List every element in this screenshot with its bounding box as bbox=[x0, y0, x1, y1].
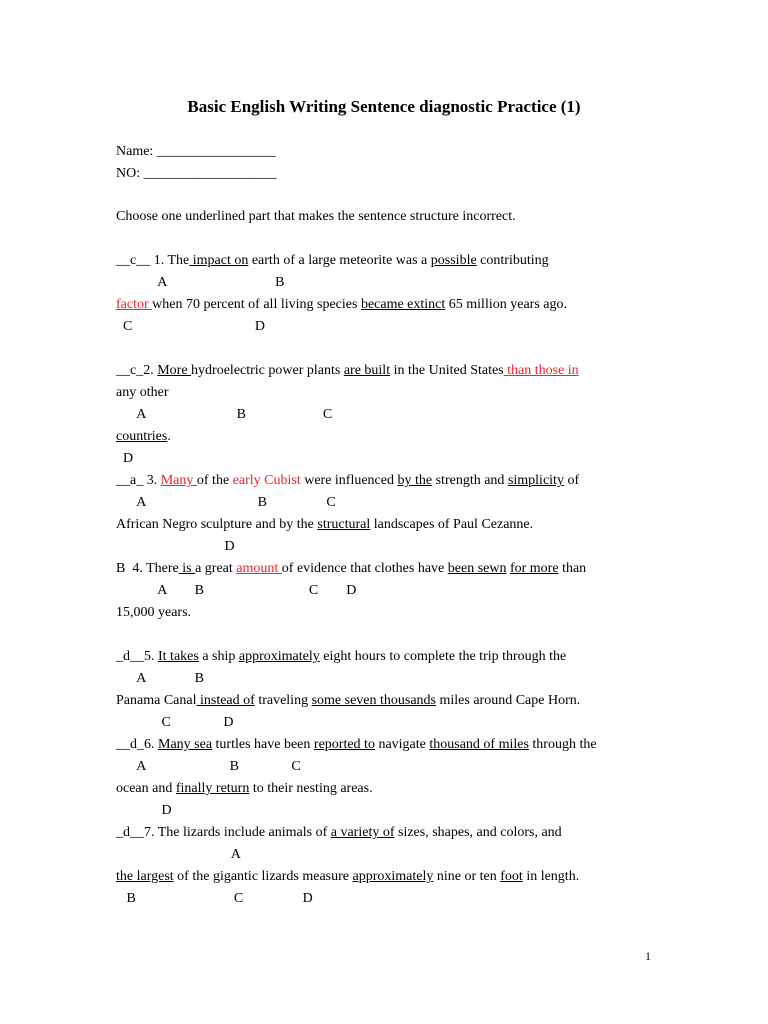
name-blank: _________________ bbox=[156, 144, 276, 159]
underlined-option-text: by the bbox=[397, 473, 433, 488]
underlined-option-text: finally return bbox=[175, 781, 250, 796]
question-line bbox=[116, 758, 301, 776]
question-line bbox=[116, 516, 533, 534]
sentence-text: any other bbox=[116, 385, 169, 400]
sentence-text: . bbox=[167, 429, 171, 444]
question-line bbox=[116, 472, 579, 490]
question-line bbox=[116, 362, 579, 380]
underlined-option-text: simplicity bbox=[507, 473, 564, 488]
question-line bbox=[116, 824, 562, 842]
question-line bbox=[116, 582, 356, 600]
underlined-option-text: approximately bbox=[238, 649, 320, 664]
question-line bbox=[116, 780, 373, 798]
sentence-text: strength and bbox=[432, 473, 508, 488]
sentence-text: A B bbox=[116, 275, 285, 290]
sentence-text: B 4. There bbox=[116, 561, 179, 576]
sentence-text: A B C bbox=[116, 407, 333, 422]
underlined-option-text: some seven thousands bbox=[311, 693, 437, 708]
underlined-option-text: thousand of miles bbox=[429, 737, 529, 752]
sentence-text: _d__5. bbox=[116, 649, 158, 664]
sentence-text: of bbox=[563, 473, 580, 488]
sentence-text: A B C bbox=[116, 759, 301, 774]
sentence-text: in the United States bbox=[390, 363, 504, 378]
sentence-text: miles around Cape Horn. bbox=[436, 693, 581, 708]
underlined-option-text: instead of bbox=[196, 693, 255, 708]
sentence-text: C D bbox=[116, 715, 234, 730]
underlined-option-text: structural bbox=[317, 517, 371, 532]
question-line bbox=[116, 560, 586, 578]
sentence-text: turtles have been bbox=[212, 737, 314, 752]
sentence-text: African Negro sculpture and by the bbox=[116, 517, 318, 532]
underlined-option-text: became extinct bbox=[360, 297, 446, 312]
sentence-text: _d__7. The lizards include animals of bbox=[116, 825, 331, 840]
sentence-text: nine or ten bbox=[433, 869, 501, 884]
question-line bbox=[116, 802, 172, 820]
sentence-text: eight hours to complete the trip through the bbox=[319, 649, 567, 664]
question-line bbox=[116, 890, 313, 908]
underlined-option-text: It takes bbox=[158, 649, 199, 664]
sentence-text: 65 million years ago. bbox=[445, 297, 567, 312]
question-line bbox=[116, 714, 233, 732]
question-line bbox=[116, 670, 204, 688]
sentence-text: ocean and bbox=[116, 781, 176, 796]
question-line bbox=[116, 406, 332, 424]
sentence-text: traveling bbox=[254, 693, 312, 708]
no-blank: ___________________ bbox=[143, 166, 277, 181]
underlined-option-text: than those in bbox=[503, 363, 579, 378]
sentence-text: D bbox=[116, 451, 134, 466]
sentence-text: A B C bbox=[116, 495, 336, 510]
underlined-option-text: a variety of bbox=[330, 825, 395, 840]
sentence-text: sizes, shapes, and colors, and bbox=[394, 825, 562, 840]
underlined-option-text: Many bbox=[160, 473, 197, 488]
sentence-text: of the bbox=[196, 473, 233, 488]
underlined-option-text: factor bbox=[116, 297, 153, 312]
sentence-text: landscapes of Paul Cezanne. bbox=[370, 517, 534, 532]
sentence-text: Panama Canal bbox=[116, 693, 197, 708]
question-line bbox=[116, 846, 241, 864]
sentence-text: B C D bbox=[116, 891, 313, 906]
underlined-option-text: foot bbox=[500, 869, 523, 884]
sentence-text: hydroelectric power plants bbox=[191, 363, 344, 378]
question-line bbox=[116, 428, 171, 446]
question-line bbox=[116, 648, 566, 666]
question-line bbox=[116, 538, 235, 556]
sentence-text: __c__ 1. The bbox=[116, 253, 190, 268]
sentence-text: contributing bbox=[476, 253, 549, 268]
question-line bbox=[116, 868, 579, 886]
question-line bbox=[116, 252, 549, 270]
underlined-option-text: reported to bbox=[313, 737, 375, 752]
underlined-option-text: the largest bbox=[116, 869, 174, 884]
underlined-option-text: impact on bbox=[189, 253, 249, 268]
sentence-text: __a_ 3. bbox=[116, 473, 161, 488]
sentence-text: D bbox=[116, 539, 235, 554]
question-line bbox=[116, 274, 284, 292]
question-line bbox=[116, 692, 580, 710]
sentence-text: earth of a large meteorite was a bbox=[248, 253, 431, 268]
sentence-text: A bbox=[116, 847, 241, 862]
question-line bbox=[116, 450, 133, 468]
sentence-text: were influenced bbox=[300, 473, 398, 488]
question-line bbox=[116, 318, 265, 336]
underlined-option-text: Many sea bbox=[158, 737, 213, 752]
sentence-text: early Cubist bbox=[232, 473, 301, 488]
underlined-option-text: been sewn bbox=[447, 561, 507, 576]
sentence-text: C D bbox=[116, 319, 265, 334]
no-label: NO: bbox=[116, 166, 141, 181]
question-line bbox=[116, 296, 567, 314]
page-number: 1 bbox=[645, 949, 651, 963]
underlined-option-text: for more bbox=[509, 561, 559, 576]
question-line bbox=[116, 384, 168, 402]
sentence-text: through the bbox=[528, 737, 597, 752]
underlined-option-text: amount bbox=[236, 561, 282, 576]
document-title: Basic English Writing Sentence diagnostic Practice (1) bbox=[187, 97, 581, 116]
underlined-option-text: approximately bbox=[352, 869, 434, 884]
sentence-text: D bbox=[116, 803, 172, 818]
name-label: Name: bbox=[116, 144, 154, 159]
question-line bbox=[116, 494, 336, 512]
underlined-option-text: countries bbox=[116, 429, 168, 444]
sentence-text: to their nesting areas. bbox=[249, 781, 373, 796]
sentence-text: A B C D bbox=[116, 583, 357, 598]
sentence-text: 15,000 years. bbox=[116, 605, 192, 620]
sentence-text: than bbox=[558, 561, 587, 576]
sentence-text: when 70 percent of all living species bbox=[152, 297, 361, 312]
sentence-text: navigate bbox=[374, 737, 430, 752]
sentence-text: a ship bbox=[198, 649, 239, 664]
question-line bbox=[116, 604, 191, 622]
sentence-text: in length. bbox=[522, 869, 580, 884]
underlined-option-text: is bbox=[178, 561, 196, 576]
underlined-option-text: are built bbox=[343, 363, 391, 378]
name-field-line bbox=[116, 143, 276, 161]
sentence-text: of evidence that clothes have bbox=[281, 561, 448, 576]
no-field-line bbox=[116, 165, 277, 183]
sentence-text: of the gigantic lizards measure bbox=[173, 869, 353, 884]
sentence-text: __c_2. bbox=[116, 363, 158, 378]
question-line bbox=[116, 736, 597, 754]
underlined-option-text: possible bbox=[430, 253, 477, 268]
instructions: Choose one underlined part that makes the sentence structure incorrect. bbox=[116, 209, 516, 224]
sentence-text: a great bbox=[195, 561, 237, 576]
underlined-option-text: More bbox=[157, 363, 192, 378]
sentence-text: A B bbox=[116, 671, 204, 686]
sentence-text: __d_6. bbox=[116, 737, 158, 752]
